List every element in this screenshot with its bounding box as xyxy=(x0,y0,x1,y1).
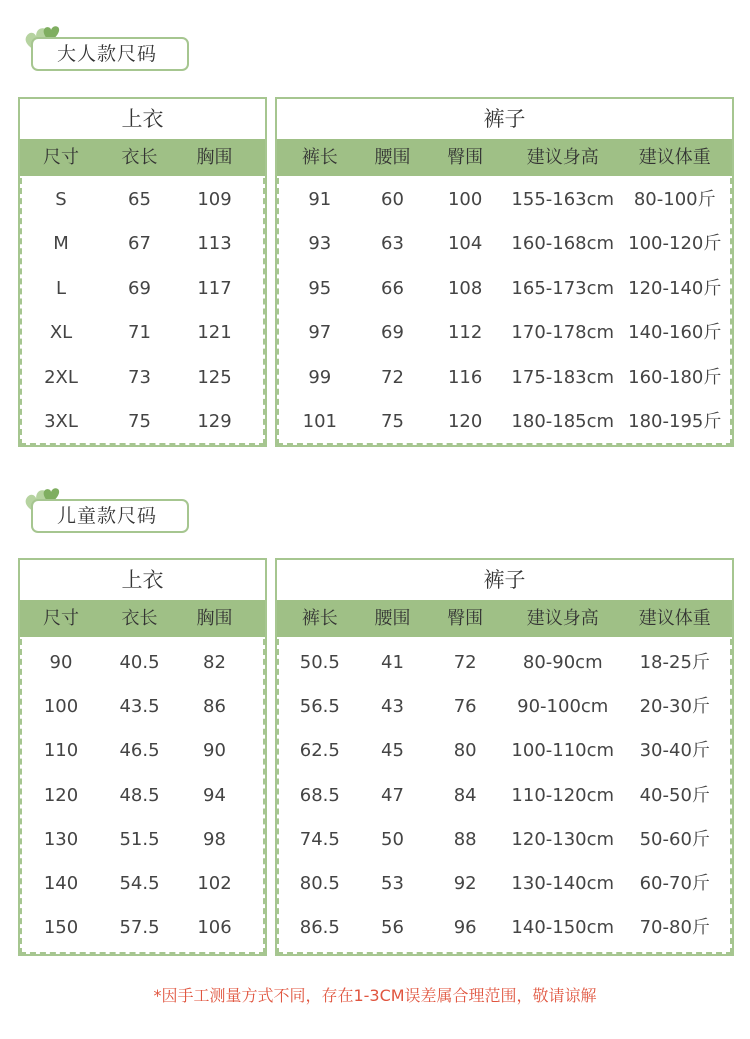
table-cell: 70-80斤 xyxy=(639,917,710,939)
table-cell: 125 xyxy=(197,366,232,388)
column-header: 裤长 xyxy=(301,147,338,168)
table-cell: 41 xyxy=(381,652,404,673)
table-cell: 86.5 xyxy=(299,917,340,939)
table-cell: 140 xyxy=(43,872,79,894)
adult-label-text: 大人款尺码 xyxy=(31,37,189,71)
table-cell: 92 xyxy=(453,872,477,894)
table-cell: 51.5 xyxy=(119,828,160,850)
table-cell: 90-100cm xyxy=(517,696,609,718)
table-cell: 50-60斤 xyxy=(639,828,710,850)
table-cell: 69 xyxy=(128,277,151,299)
column-header: 建议身高 xyxy=(526,147,599,168)
table-cell: S xyxy=(55,189,67,210)
column-header: 衣长 xyxy=(121,147,158,168)
table-cell: 130-140cm xyxy=(511,872,615,894)
table-cell: 71 xyxy=(128,322,151,344)
column-header: 臀围 xyxy=(447,147,484,168)
child-top-header xyxy=(20,600,265,637)
table-cell: 170-178cm xyxy=(511,322,615,344)
table-cell: 129 xyxy=(197,410,232,432)
table-cell: 67 xyxy=(128,233,151,255)
table-cell: 140-150cm xyxy=(511,917,615,939)
table-cell: 56.5 xyxy=(299,696,340,718)
column-header: 胸围 xyxy=(196,147,233,168)
table-cell: 46.5 xyxy=(119,740,160,762)
table-cell: 75 xyxy=(128,410,151,432)
table-cell: 54.5 xyxy=(119,872,160,894)
table-cell: 93 xyxy=(308,233,332,255)
table-cell: 98 xyxy=(203,828,226,850)
table-cell: 99 xyxy=(308,366,332,388)
child-top-title: 上衣 xyxy=(121,568,164,592)
adult-pants-title: 裤子 xyxy=(483,107,526,131)
table-cell: 60 xyxy=(381,189,404,210)
table-cell: 100 xyxy=(447,189,483,210)
table-cell: 120-130cm xyxy=(511,828,615,850)
table-cell: 110 xyxy=(43,740,79,762)
table-cell: 80-90cm xyxy=(522,652,603,673)
table-cell: 120 xyxy=(43,784,79,806)
table-cell: 90 xyxy=(49,652,73,673)
table-cell: 68.5 xyxy=(299,784,340,806)
table-cell: 82 xyxy=(203,652,226,673)
table-cell: 75 xyxy=(381,410,404,432)
table-cell: 80.5 xyxy=(299,872,340,894)
table-cell: 72 xyxy=(381,366,404,388)
table-cell: 43.5 xyxy=(119,696,160,718)
table-cell: 109 xyxy=(197,189,232,210)
table-cell: 108 xyxy=(447,277,483,299)
table-cell: 100-120斤 xyxy=(628,233,722,255)
table-cell: 80 xyxy=(453,740,477,762)
table-cell: 160-168cm xyxy=(511,233,615,255)
table-cell: 120 xyxy=(447,410,483,432)
column-header: 胸围 xyxy=(196,608,233,629)
table-cell: 155-163cm xyxy=(511,189,615,210)
column-header: 尺寸 xyxy=(43,147,79,168)
table-cell: 112 xyxy=(447,322,483,344)
table-cell: 56 xyxy=(381,917,404,939)
adult-section-label xyxy=(18,14,178,72)
table-cell: 102 xyxy=(197,872,232,894)
table-cell: 65 xyxy=(128,189,151,210)
table-cell: L xyxy=(55,277,67,299)
child-label-text: 儿童款尺码 xyxy=(31,499,189,533)
table-cell: 20-30斤 xyxy=(639,696,710,718)
table-cell: 86 xyxy=(203,696,226,718)
table-cell: 2XL xyxy=(44,366,78,388)
table-cell: 94 xyxy=(203,784,226,806)
table-cell: 180-185cm xyxy=(511,410,615,432)
table-cell: 121 xyxy=(197,322,232,344)
table-cell: 40-50斤 xyxy=(639,784,710,806)
child-pants-table xyxy=(275,558,734,956)
table-cell: 120-140斤 xyxy=(628,277,722,299)
table-cell: 3XL xyxy=(44,410,78,432)
column-header: 腰围 xyxy=(374,147,411,168)
table-cell: 88 xyxy=(453,828,477,850)
table-cell: 90 xyxy=(203,740,226,762)
table-cell: 130 xyxy=(43,828,79,850)
table-cell: 96 xyxy=(453,917,477,939)
table-cell: 106 xyxy=(197,917,232,939)
table-cell: 66 xyxy=(381,277,404,299)
column-header: 衣长 xyxy=(121,608,158,629)
table-cell: 69 xyxy=(381,322,404,344)
table-cell: 47 xyxy=(381,784,404,806)
column-header: 尺寸 xyxy=(43,608,79,629)
table-cell: 53 xyxy=(381,872,404,894)
child-pants-title: 裤子 xyxy=(483,568,526,592)
column-header: 建议体重 xyxy=(638,608,711,629)
table-cell: 30-40斤 xyxy=(639,740,710,762)
column-header: 臀围 xyxy=(447,608,484,629)
table-cell: 100-110cm xyxy=(511,740,615,762)
table-cell: 62.5 xyxy=(299,740,340,762)
table-cell: 18-25斤 xyxy=(639,652,710,673)
table-cell: 116 xyxy=(447,366,483,388)
table-cell: M xyxy=(53,233,69,255)
table-cell: 117 xyxy=(197,277,232,299)
table-cell: 175-183cm xyxy=(511,366,615,388)
table-cell: 91 xyxy=(308,189,332,210)
column-header: 建议体重 xyxy=(638,147,711,168)
table-cell: 76 xyxy=(453,696,477,718)
column-header: 腰围 xyxy=(374,608,411,629)
adult-pants-table xyxy=(275,97,734,447)
adult-pants-header xyxy=(277,139,732,176)
table-cell: 63 xyxy=(381,233,404,255)
table-cell: 45 xyxy=(381,740,404,762)
child-pants-header xyxy=(277,600,732,637)
child-section-label xyxy=(18,476,178,534)
table-cell: 140-160斤 xyxy=(628,322,722,344)
table-cell: 80-100斤 xyxy=(633,189,716,210)
table-cell: 165-173cm xyxy=(511,277,615,299)
table-cell: 84 xyxy=(453,784,477,806)
table-cell: 72 xyxy=(453,652,477,673)
table-cell: 50.5 xyxy=(299,652,340,673)
table-cell: 40.5 xyxy=(119,652,160,673)
table-cell: 60-70斤 xyxy=(639,872,710,894)
adult-top-table xyxy=(18,97,267,447)
table-cell: 160-180斤 xyxy=(628,366,722,388)
table-cell: 100 xyxy=(43,696,79,718)
table-cell: XL xyxy=(49,322,73,344)
table-cell: 180-195斤 xyxy=(628,410,722,432)
table-cell: 101 xyxy=(302,410,337,432)
table-cell: 97 xyxy=(308,322,332,344)
table-cell: 104 xyxy=(447,233,483,255)
table-cell: 113 xyxy=(197,233,232,255)
table-cell: 95 xyxy=(308,277,332,299)
child-top-table xyxy=(18,558,267,956)
table-cell: 43 xyxy=(381,696,404,718)
table-cell: 74.5 xyxy=(299,828,340,850)
column-header: 裤长 xyxy=(301,608,338,629)
table-cell: 110-120cm xyxy=(511,784,615,806)
table-cell: 50 xyxy=(381,828,404,850)
adult-top-header xyxy=(20,139,265,176)
column-header: 建议身高 xyxy=(526,608,599,629)
adult-top-title: 上衣 xyxy=(121,107,164,131)
table-cell: 150 xyxy=(43,917,79,939)
table-cell: 48.5 xyxy=(119,784,160,806)
table-cell: 73 xyxy=(128,366,151,388)
measurement-note: *因手工测量方式不同，存在1-3CM误差属合理范围，敬请谅解 xyxy=(153,986,597,1005)
table-cell: 57.5 xyxy=(119,917,160,939)
